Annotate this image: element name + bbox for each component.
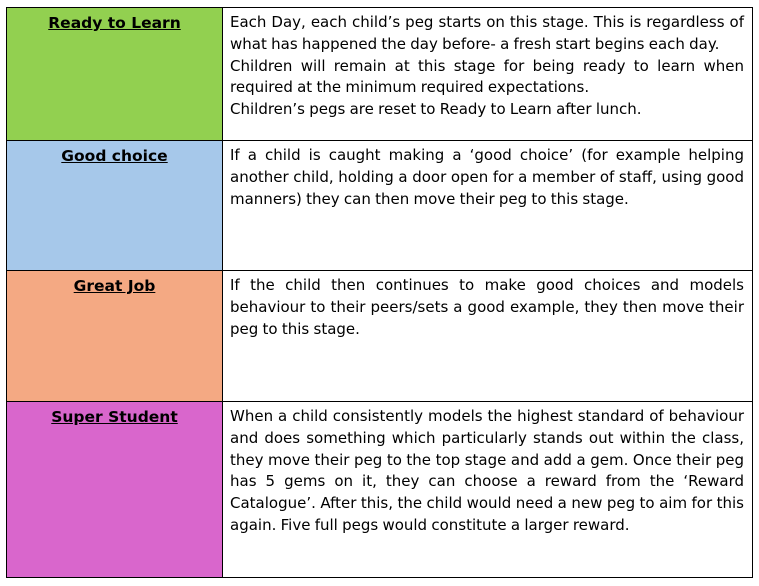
stage-description-cell: [223, 271, 753, 402]
stage-name-ready-to-learn: Ready to Learn: [48, 14, 181, 32]
description-paragraph: If a child is caught making a ‘good choice’ (for example helping another child, holding a door open for a member of staff, using good manners) they can then move their peg to this stage.: [230, 146, 744, 208]
description-paragraph: Each Day, each child’s peg starts on this stage. This is regardless of what has happened the day before- a fresh start begins each day.: [230, 13, 744, 53]
stage-name-cell: [7, 141, 223, 271]
description-paragraph: When a child consistently models the highest standard of behaviour and does something which particularly stands out within the class, they move their peg to the top stage and add a gem. Once their peg has 5 gems on it, they can choose a reward from the ‘Reward Catalogue’. After this, the child would need a new peg to aim for this again. Five full pegs would constitute a larger reward.: [230, 407, 744, 534]
stage-description-super-student: [223, 402, 752, 537]
stage-description-great-job: [223, 271, 752, 340]
stage-row-good-choice: [7, 141, 753, 271]
stage-description-cell: [223, 141, 753, 271]
stage-description-good-choice: [223, 141, 752, 210]
stage-name-great-job: Great Job: [73, 277, 156, 295]
stage-description-cell: [223, 402, 753, 578]
stage-name-good-choice: Good choice: [61, 147, 168, 165]
description-paragraph: Children’s pegs are reset to Ready to Learn after lunch.: [230, 100, 642, 119]
description-paragraph: If the child then continues to make good choices and models behaviour to their peers/sets a good example, they then move their peg to this stage.: [230, 276, 744, 338]
stage-row-super-student: [7, 402, 753, 578]
stage-name-cell: [7, 8, 223, 141]
stage-row-ready-to-learn: [7, 8, 753, 141]
description-paragraph: Children will remain at this stage for being ready to learn when required at the minimum required expectations.: [230, 56, 744, 97]
stage-name-cell: [7, 271, 223, 402]
stage-name-super-student: Super Student: [51, 408, 178, 426]
stage-description-ready-to-learn: [223, 8, 752, 121]
stage-row-great-job: [7, 271, 753, 402]
stage-description-cell: [223, 8, 753, 141]
behaviour-stages-table: [6, 7, 753, 578]
stage-name-cell: [7, 402, 223, 578]
